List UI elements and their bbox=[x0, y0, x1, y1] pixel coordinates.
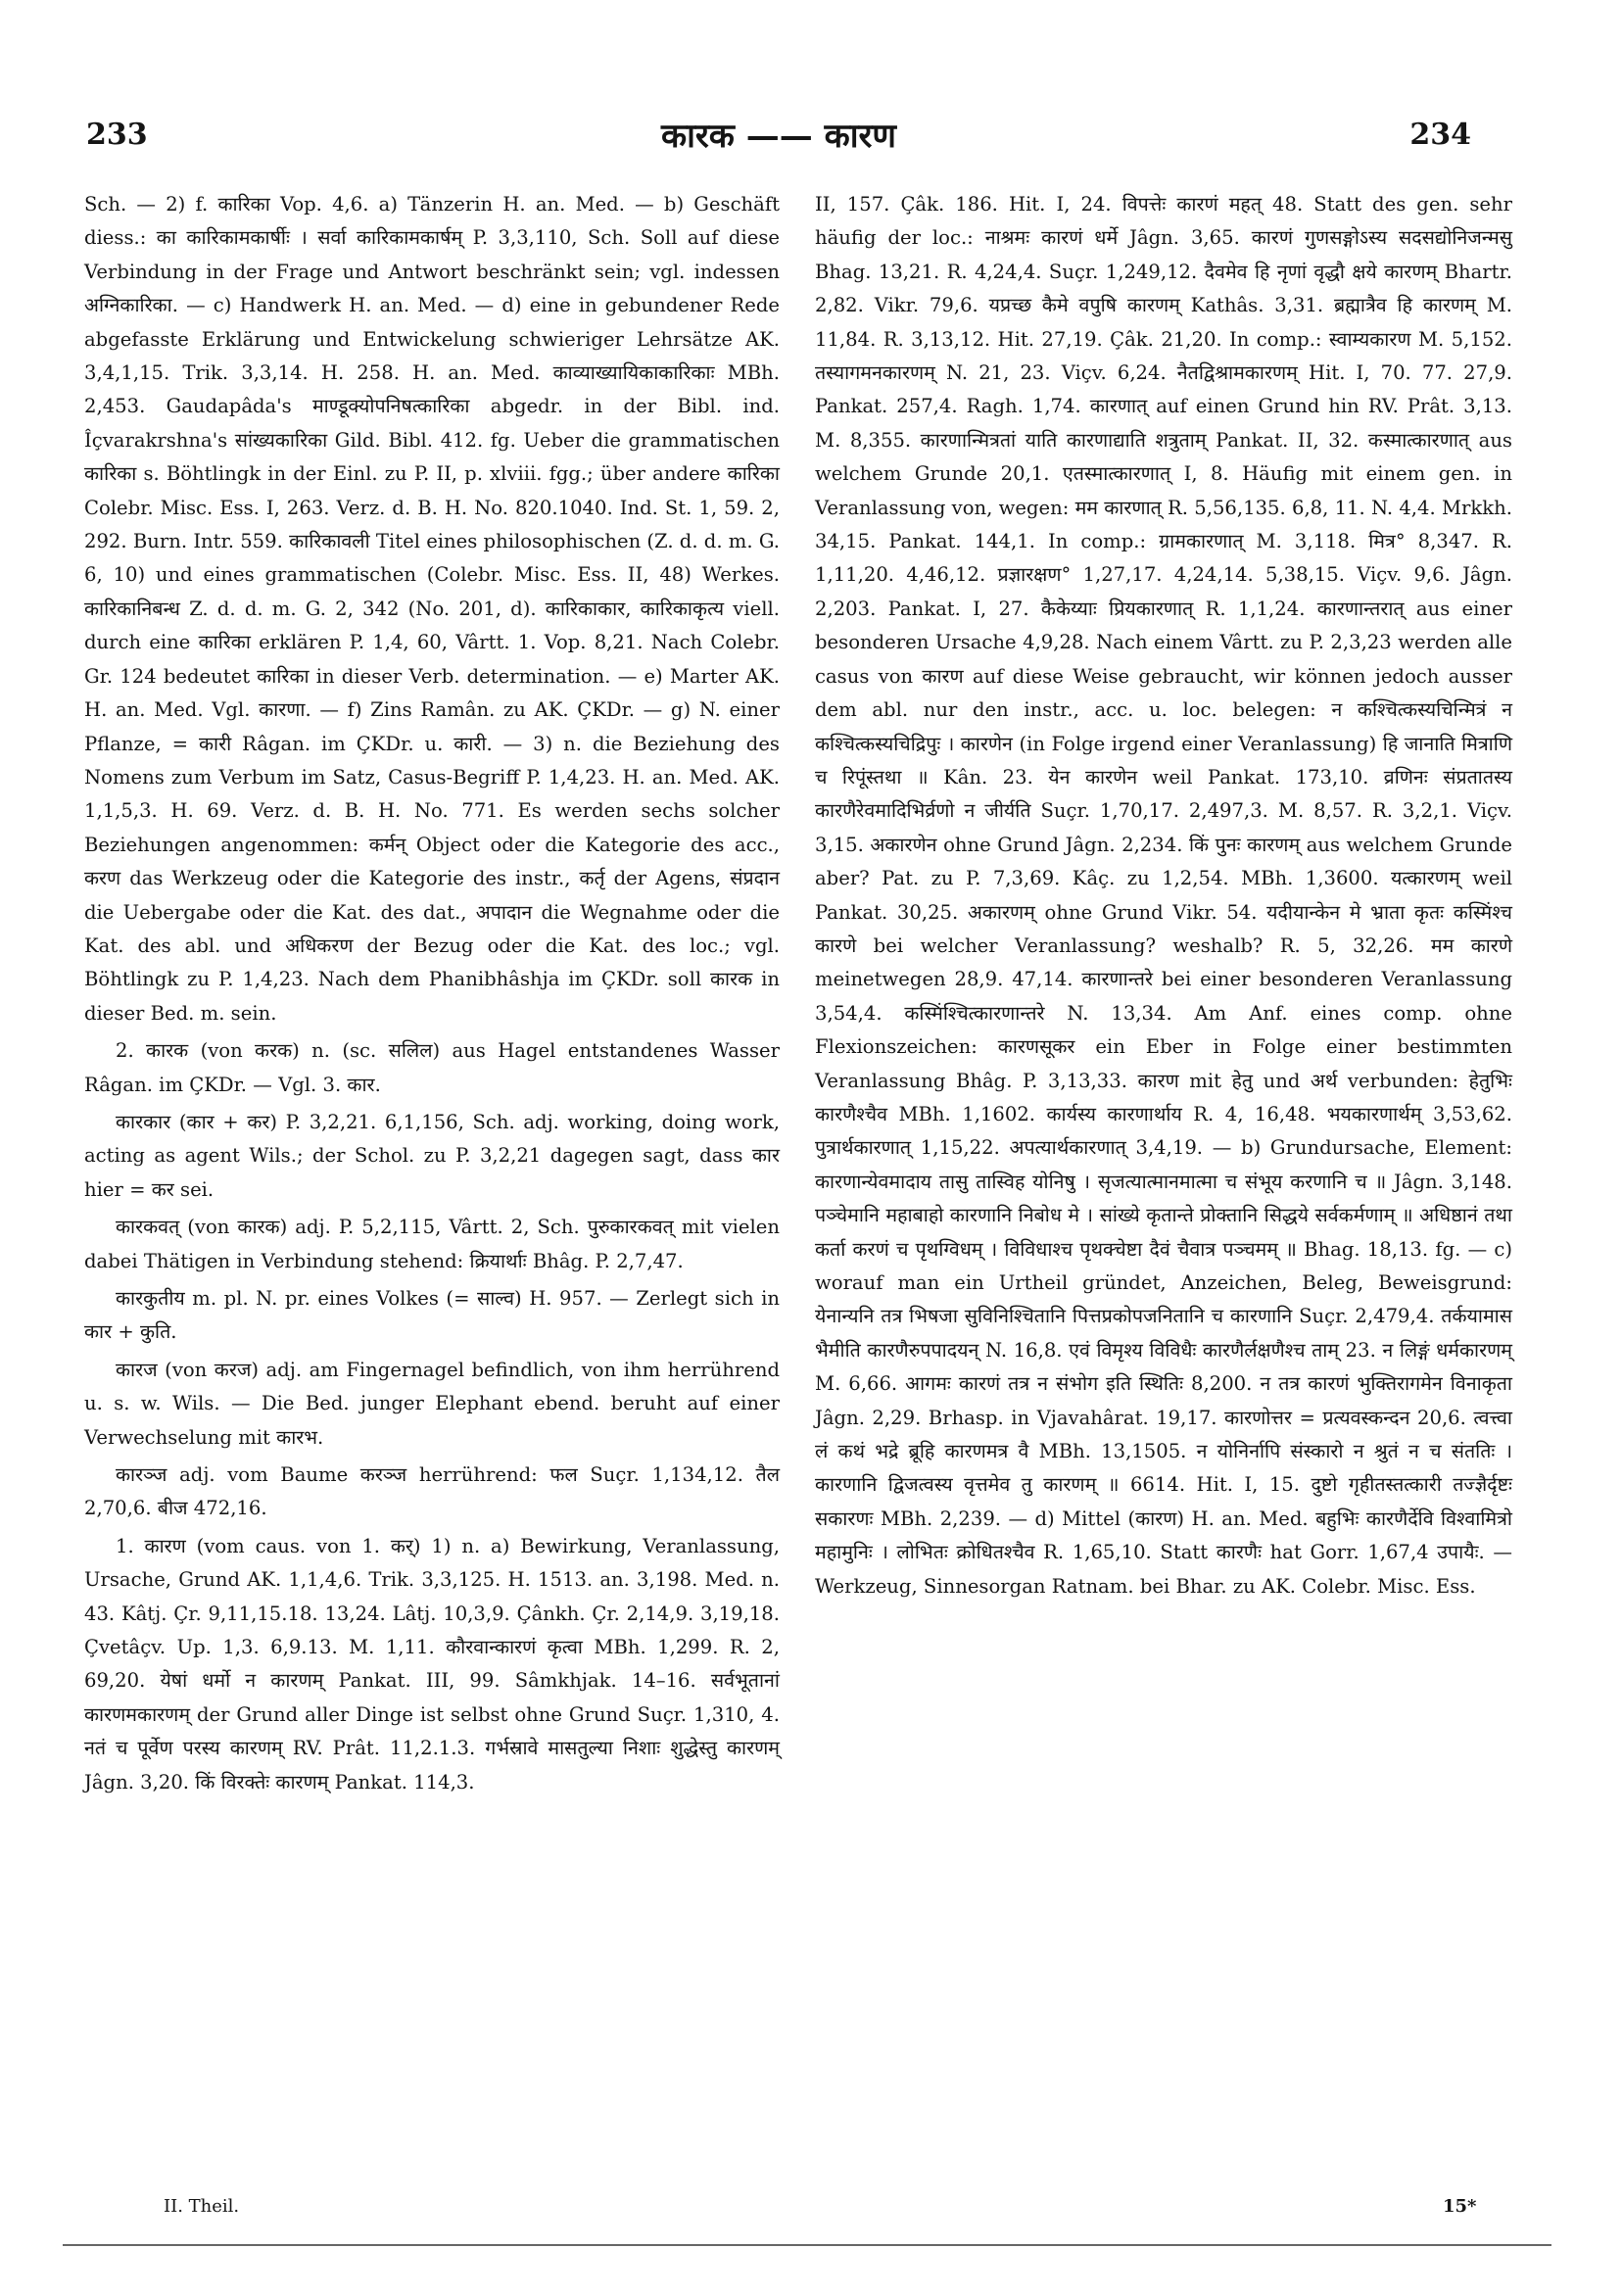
entry-paragraph: II, 157. Çâk. 186. Hit. I, 24. विपत्तेः कारणं महत् 48. Statt des gen. sehr häufig der loc.: नाश्रमः कारणं धर्मे Jâgn. 3,65. कारणं गुणसङ्गोऽस्य सदसद्योनिजन्मसु Bhag. 13,21. R. 4,24,4. Suçr. 1,249,12. दैवमेव हि नृणां वृद्धौ क्षये कारणम् Bhartr. 2,82. Vikr. 79,6. यप्रच्छ कैमे वपुषि कारणम् Kathâs. 3,31. ब्रह्मात्रैव हि कारणम् M. 11,84. R. 3,13,12. Hit. 27,19. Çâk. 21,20. In comp.: स्वाम्यकारण M. 5,152. तस्यागमनकारणम् N. 21, 23. Viçv. 6,24. नैतद्विश्रामकारणम् Hit. I, 70. 77. 27,9. Pankat. 257,4. Ragh. 1,74. कारणात् auf einen Grund hin RV. Prât. 3,13. M. 8,355. कारणान्मित्रतां याति कारणाद्याति शत्रुताम् Pankat. II, 32. कस्मात्कारणात् aus welchem Grunde 20,1. एतस्मात्कारणात् I, 8. Häufig mit einem gen. in Veranlassung von, wegen: मम कारणात् R. 5,56,135. 6,8, 11. N. 4,4. Mrkkh. 34,15. Pankat. 144,1. In comp.: ग्रामकारणात् M. 3,118. मित्र° 8,347. R. 1,11,20. 4,46,12. प्रज्ञारक्षण° 1,27,17. 4,24,14. 5,38,15. Viçv. 9,6. Jâgn. 2,203. Pankat. I, 27. कैकेय्याः प्रियकारणात् R. 1,1,24. कारणान्तरात् aus einer besonderen Ursache 4,9,28. Nach einem Vârtt. zu P. 2,3,23 werden alle casus von कारण auf diese Weise gebraucht, wir können jedoch ausser dem abl. nur den instr., acc. u. loc. belegen: न कश्चित्कस्यचिन्मित्रं न कश्चित्कस्यचिद्रिपुः । कारणेन (in Folge irgend einer Veranlassung) हि जानाति मित्राणि च रिपूंस्तथा ॥ Kân. 23. येन कारणेन weil Pankat. 173,10. व्रणिनः संप्रतातस्य कारणैरेवमादिभिर्व्रणो न जीर्यति Suçr. 1,70,17. 2,497,3. M. 8,57. R. 3,2,1. Viçv. 3,15. अकारणेन ohne Grund Jâgn. 2,234. किं पुनः कारणम् aus welchem Grunde aber? Pat. zu P. 7,3,69. Kâç. zu 1,2,54. MBh. 1,3600. यत्कारणम् weil Pankat. 30,25. अकारणम् ohne Grund Vikr. 54. यदीयान्केन मे भ्राता कृतः कस्मिंश्च कारणे bei welcher Veranlassung? weshalb? R. 5, 32,26. मम कारणे meinetwegen 28,9. 47,14. कारणान्तरे bei einer besonderen Veranlassung 3,54,4. कस्मिंश्चित्कारणान्तरे N. 13,34. Am Anf. eines comp. ohne Flexionszeichen: कारणसूकर ein Eber in Folge einer bestimmten Veranlassung Bhâg. P. 3,13,33. कारण mit हेतु und अर्थ verbunden: हेतुभिः कारणैश्चैव MBh. 1,1602. कार्यस्य कारणार्थाय R. 4, 16,48. भयकारणार्थम् 3,53,62. पुत्रार्थकारणात् 1,15,22. अपत्यार्थकारणात् 3,4,19. — b) Grundursache, Element: कारणान्येवमादाय तासु तास्विह योनिषु । सृजत्यात्मानमात्मा च संभूय करणानि च ॥ Jâgn. 3,148. पञ्चेमानि महाबाहो कारणानि निबोध मे । सांख्ये कृतान्ते प्रोक्तानि सिद्धये सर्वकर्मणाम् ॥ अधिष्ठानं तथा कर्ता करणं च पृथग्विधम् । विविधाश्च पृथक्चेष्टा दैवं चैवात्र पञ्चमम् ॥ Bhag. 18,13. fg. — c) worauf man ein Urtheil gründet, Anzeichen, Beleg, Beweisgrund: येनान्यनि तत्र भिषजा सुविनिश्चितानि पित्तप्रकोपजनितानि च कारणानि Suçr. 2,479,4. तर्कयामास भैमीति कारणैरुपपादयन् N. 16,8. एवं विमृश्य विविधैः कारणैर्लक्षणैश्च ताम् 23. न लिङ्गं धर्मकारणम् M. 6,66. आगमः कारणं तत्र न संभोग इति स्थितिः 8,200. न तत्र कारणं भुक्तिरागमेन विनाकृता Jâgn. 2,29. Brhasp. in Vjavahârat. 19,17. कारणोत्तर = प्रत्यवस्कन्दन 20,6. त्वत्त्वा लं कथं भद्रे ब्रूहि कारणमत्र वै MBh. 13,1505. न योनिर्नापि संस्कारो न श्रुतं न च संततिः । कारणानि द्विजत्वस्य वृत्तमेव तु कारणम् ॥ 6614. Hit. I, 15. दुष्टो गृहीतस्तत्कारी तज्ज्ञैर्दृष्टः सकारणः MBh. 2,239. — d) Mittel (कारण) H. an. Med. बहुभिः कारणैर्देवि विश्वामित्रो महामुनिः । लोभितः क्रोधितश्चैव R. 1,65,10. Statt कारणैः hat Gorr. 1,67,4 उपायैः. — Werkzeug, Sinnesorgan Ratnam. bei Bhar. zu AK. Colebr. Misc. Ess. bbox=[815, 193, 1512, 1598]
entry-paragraph: कारकुतीय m. pl. N. pr. eines Volkes (= साल्व) H. 957. — Zerlegt sich in कार + कुति. bbox=[84, 1287, 780, 1344]
page-number-right: 234 bbox=[1409, 118, 1471, 152]
running-head: कारक —— कारण bbox=[660, 117, 896, 156]
sheet-signature: 15* bbox=[1443, 2196, 1477, 2217]
entry-paragraph: कारकार (कार + कर) P. 3,2,21. 6,1,156, Sch. adj. working, doing work, acting as agent Wils.; der Schol. zu P. 3,2,21 dagegen sagt, dass कार hier = कर sei. bbox=[84, 1110, 780, 1201]
page-number-left: 233 bbox=[86, 118, 148, 152]
entry-paragraph: 2. कारक (von करक) n. (sc. सलिल) aus Hagel entstandenes Wasser Râgan. im ÇKDr. — Vgl. 3. कार. bbox=[84, 1039, 780, 1096]
entry-paragraph: Sch. — 2) f. कारिका Vop. 4,6. a) Tänzerin H. an. Med. — b) Geschäft diess.: का कारिकामकार्षीः । सर्वा कारिकामकार्षम् P. 3,3,110, Sch. Soll auf diese Verbindung in der Frage und Antwort beschränkt sein; vgl. indessen अग्निकारिका. — c) Handwerk H. an. Med. — d) eine in gebundener Rede abgefasste Erklärung und Entwickelung schwieriger Lehrsätze AK. 3,4,1,15. Trik. 3,3,14. H. 258. H. an. Med. काव्याख्यायिकाकारिकाः MBh. 2,453. Gaudapâda's माण्डूक्योपनिषत्कारिका abgedr. in der Bibl. ind. Îçvarakrshna's सांख्यकारिका Gild. Bibl. 412. fg. Ueber die grammatischen कारिका s. Böhtlingk in der Einl. zu P. II, p. xlviii. fgg.; über andere कारिका Colebr. Misc. Ess. I, 263. Verz. d. B. H. No. 820.1040. Ind. St. 1, 59. 2, 292. Burn. Intr. 559. कारिकावली Titel eines philosophischen (Z. d. d. m. G. 6, 10) und eines grammatischen (Colebr. Misc. Ess. II, 48) Werkes. कारिकानिबन्ध Z. d. d. m. G. 2, 342 (No. 201, d). कारिकाकार, कारिकाकृत्य viell. durch eine कारिका erklären P. 1,4, 60, Vârtt. 1. Vop. 8,21. Nach Colebr. Gr. 124 bedeutet कारिका in dieser Verb. determination. — e) Marter AK. H. an. Med. Vgl. कारणा. — f) Zins Ramân. zu AK. ÇKDr. — g) N. einer Pflanze, = कारी Râgan. im ÇKDr. u. कारी. — 3) n. die Beziehung des Nomens zum Verbum im Satz, Casus-Begriff P. 1,4,23. H. an. Med. AK. 1,1,5,3. H. 69. Verz. d. B. H. No. 771. Es werden sechs solcher Beziehungen angenommen: कर्मन् Object oder die Kategorie des acc., करण das Werkzeug oder die Kategorie des instr., कर्तृ der Agens, संप्रदान die Uebergabe oder die Kat. des dat., अपादान die Wegnahme oder die Kat. des abl. und अधिकरण der Bezug oder die Kat. des loc.; vgl. Böhtlingk zu P. 1,4,23. Nach dem Phanibhâshja im ÇKDr. soll कारक in dieser Bed. m. sein. bbox=[84, 193, 780, 1025]
entry-paragraph: कारञ्ज adj. vom Baume करञ्ज herrührend: फल Suçr. 1,134,12. तैल 2,70,6. बीज 472,16. bbox=[84, 1463, 780, 1520]
volume-signature: II. Theil. bbox=[164, 2196, 240, 2217]
bottom-rule bbox=[63, 2244, 1551, 2246]
entry-paragraph: 1. कारण (vom caus. von 1. कर्) 1) n. a) Bewirkung, Veranlassung, Ursache, Grund AK. 1,1,4,6. Trik. 3,3,125. H. 1513. an. 3,198. Med. n. 43. Kâtj. Çr. 9,11,15.18. 13,24. Lâtj. 10,3,9. Çânkh. Çr. 2,14,9. 3,19,18. Çvetâçv. Up. 1,3. 6,9.13. M. 1,11. कौरवान्कारणं कृत्वा MBh. 1,299. R. 2, 69,20. येषां धर्मो न कारणम् Pankat. III, 99. Sâmkhjak. 14–16. सर्वभूतानां कारणमकारणम् der Grund aller Dinge ist selbst ohne Grund Suçr. 1,310, 4. नतं च पूर्वेण परस्य कारणम् RV. Prât. 11,2.1.3. गर्भस्रावे मासतुल्या निशाः शुद्धेस्तु कारणम् Jâgn. 3,20. किं विरक्तेः कारणम् Pankat. 114,3. bbox=[84, 1534, 780, 1794]
entry-paragraph: कारज (von करज) adj. am Fingernagel befindlich, von ihm herrührend u. s. w. Wils. — Die Bed. junger Elephant ebend. beruht auf einer Verwechselung mit कारभ. bbox=[84, 1358, 780, 1449]
left-column bbox=[84, 188, 780, 1803]
entry-paragraph: कारकवत् (von कारक) adj. P. 5,2,115, Vârtt. 2, Sch. पुरुकारकवत् mit vielen dabei Thätigen in Verbindung stehend: क्रियार्थाः Bhâg. P. 2,7,47. bbox=[84, 1216, 780, 1272]
right-column bbox=[815, 188, 1512, 1607]
page-header bbox=[86, 118, 1471, 167]
